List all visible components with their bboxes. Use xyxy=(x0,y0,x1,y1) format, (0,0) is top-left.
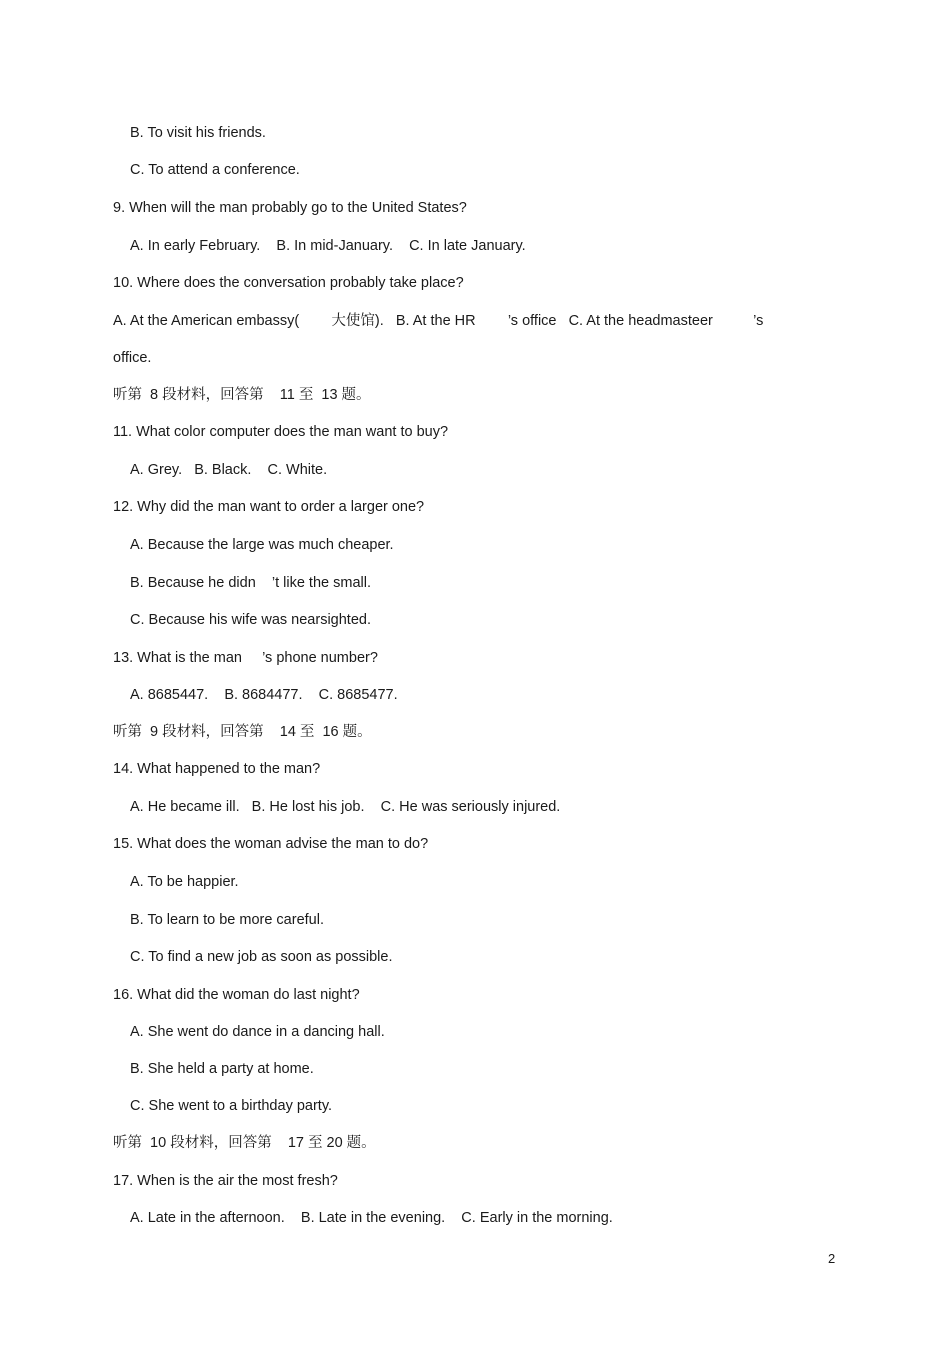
options-10-continued: office. xyxy=(113,350,152,366)
question-17: 17. When is the air the most fresh? xyxy=(113,1173,338,1189)
option-15b: B. To learn to be more careful. xyxy=(130,912,324,928)
option-16c: C. She went to a birthday party. xyxy=(130,1098,333,1114)
page-number: 2 xyxy=(828,1251,836,1266)
question-10: 10. Where does the conversation probably take place? xyxy=(113,275,464,291)
option-15a: A. To be happier. xyxy=(130,874,239,890)
option-12b: B. Because he didn ’t like the small. xyxy=(130,575,371,591)
option-12a: A. Because the large was much cheaper. xyxy=(130,537,394,553)
option-8c: C. To attend a conference. xyxy=(130,162,300,178)
question-11: 11. What color computer does the man want to buy? xyxy=(113,424,449,440)
question-15: 15. What does the woman advise the man to do? xyxy=(113,836,429,852)
question-9: 9. When will the man probably go to the United States? xyxy=(113,200,467,216)
section-heading-9: 听第 9 段材料，回答第 14 至 16 题。 xyxy=(113,724,372,740)
options-9: A. In early February. B. In mid-January. C. In late January. xyxy=(130,238,526,254)
question-16: 16. What did the woman do last night? xyxy=(113,987,360,1003)
option-15c: C. To find a new job as soon as possible. xyxy=(130,949,393,965)
section-heading-10: 听第 10 段材料，回答第 17 至 20 题。 xyxy=(113,1135,376,1151)
options-10: A. At the American embassy( 大使馆). B. At the HR ’s office C. At the headmasteer ’s xyxy=(113,313,764,329)
question-14: 14. What happened to the man? xyxy=(113,761,321,777)
options-14: A. He became ill. B. He lost his job. C. He was seriously injured. xyxy=(130,799,561,815)
section-heading-8: 听第 8 段材料，回答第 11 至 13 题。 xyxy=(113,387,371,403)
option-12c: C. Because his wife was nearsighted. xyxy=(130,612,371,628)
option-16a: A. She went do dance in a dancing hall. xyxy=(130,1024,385,1040)
question-12: 12. Why did the man want to order a larger one? xyxy=(113,499,425,515)
options-17: A. Late in the afternoon. B. Late in the evening. C. Early in the morning. xyxy=(130,1210,613,1226)
option-8b: B. To visit his friends. xyxy=(130,125,266,141)
option-16b: B. She held a party at home. xyxy=(130,1061,314,1077)
question-13: 13. What is the man ’s phone number? xyxy=(113,650,378,666)
options-11: A. Grey. B. Black. C. White. xyxy=(130,462,328,478)
options-13: A. 8685447. B. 8684477. C. 8685477. xyxy=(130,687,398,703)
